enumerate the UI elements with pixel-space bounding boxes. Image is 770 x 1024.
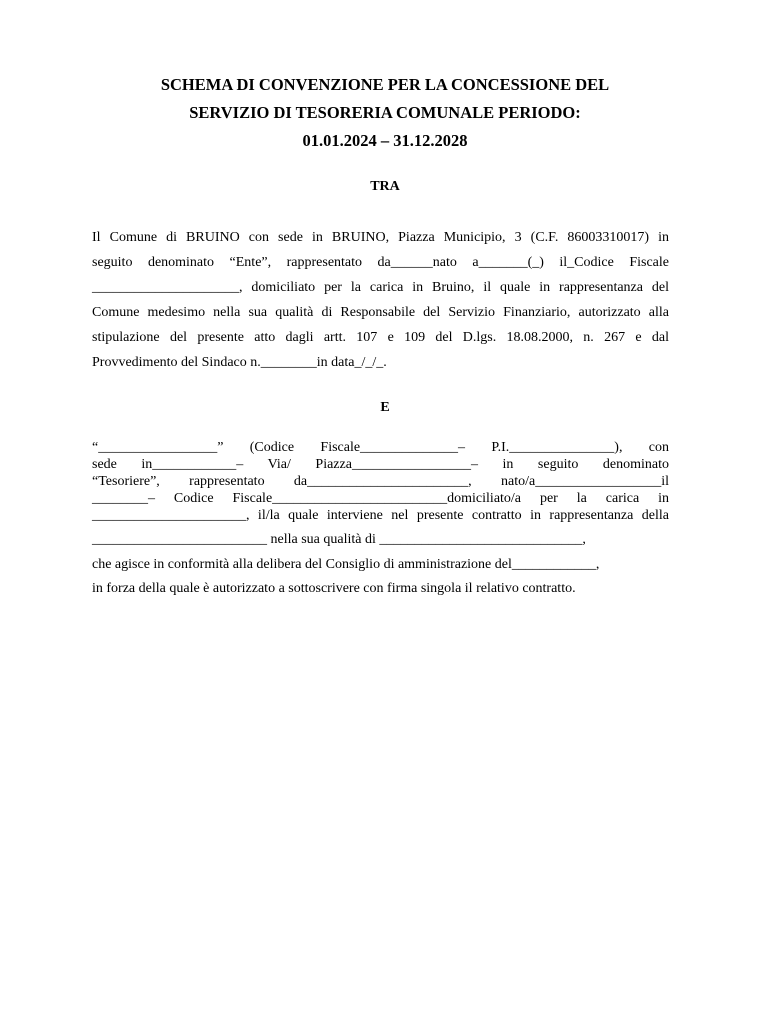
first-party-line-3: _____________________, domiciliato per la carica in Bruino, il quale in rappresentanza del [92, 280, 669, 295]
first-party-line-5: stipulazione del presente atto dagli artt. 107 e 109 del D.lgs. 18.08.2000, n. 267 e dal [92, 330, 669, 345]
second-party-line-1: “_________________” (Codice Fiscale______________– P.I._______________), con [92, 440, 669, 455]
second-party-line-3: “Tesoriere”, rappresentato da_______________________, nato/a__________________il [92, 474, 669, 489]
document-title [0, 71, 770, 155]
second-party-line-8: in forza della quale è autorizzato a sottoscrivere con firma singola il relativo contratto. [92, 581, 576, 596]
first-party-line-4: Comune medesimo nella sua qualità di Responsabile del Servizio Finanziario, autorizzato alla [92, 305, 669, 320]
title-line-2: SERVIZIO DI TESORERIA COMUNALE PERIODO: [189, 103, 581, 122]
second-party-line-7: che agisce in conformità alla delibera del Consiglio di amministrazione del____________, [92, 557, 600, 572]
second-party-line-2: sede in____________– Via/ Piazza_________________– in seguito denominato [92, 457, 669, 472]
first-party-line-2: seguito denominato “Ente”, rappresentato da______nato a_______(_) il_Codice Fiscale [92, 255, 669, 270]
title-line-1: SCHEMA DI CONVENZIONE PER LA CONCESSIONE DEL [160, 75, 610, 94]
heading-e: E [380, 400, 390, 415]
second-party-line-6: _________________________ nella sua qualità di _____________________________, [92, 532, 586, 547]
second-party-line-5: ______________________, il/la quale interviene nel presente contratto in rappresentanza della [92, 508, 669, 523]
second-party-line-4: ________– Codice Fiscale_________________________domiciliato/a per la carica in [92, 491, 669, 506]
heading-tra: TRA [370, 179, 400, 194]
title-line-3: 01.01.2024 – 31.12.2028 [302, 131, 468, 150]
first-party-line-1: Il Comune di BRUINO con sede in BRUINO, Piazza Municipio, 3 (C.F. 86003310017) in [92, 230, 669, 245]
first-party-line-6: Provvedimento del Sindaco n.________in data_/_/_. [92, 355, 387, 370]
